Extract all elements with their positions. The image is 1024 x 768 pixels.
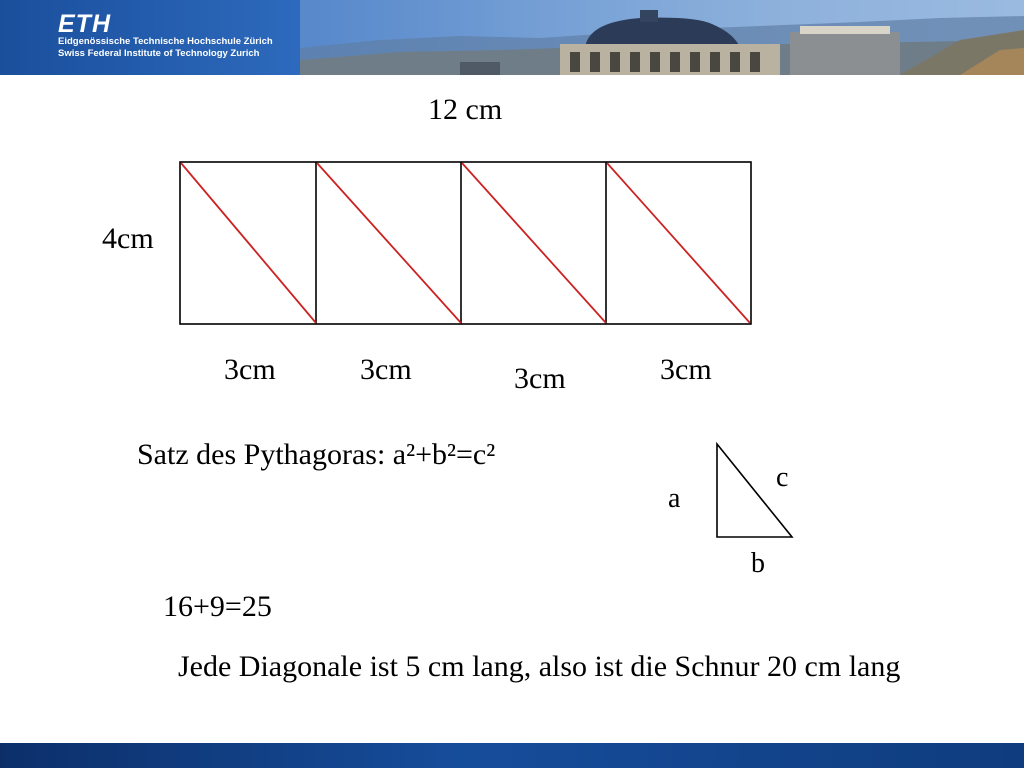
conclusion-text: Jede Diagonale ist 5 cm lang, also ist die Schnur 20 cm lang xyxy=(178,650,901,683)
side-c-label: c xyxy=(776,462,789,493)
logo-line-german: Eidgenössische Technische Hochschule Zürich xyxy=(58,36,273,47)
calculation-text: 16+9=25 xyxy=(163,590,272,623)
side-b-label: b xyxy=(751,548,765,579)
theorem-text: Satz des Pythagoras: a²+b²=c² xyxy=(137,438,496,471)
segment-label-3: 3cm xyxy=(514,362,566,395)
segment-label-1: 3cm xyxy=(224,353,276,386)
footer-bar xyxy=(0,743,1024,768)
height-label: 4cm xyxy=(102,222,154,255)
side-a-label: a xyxy=(668,483,681,514)
segment-label-2: 3cm xyxy=(360,353,412,386)
width-label: 12 cm xyxy=(428,93,503,126)
segment-label-4: 3cm xyxy=(660,353,712,386)
logo-mark: ETH xyxy=(58,10,111,38)
logo-line-english: Swiss Federal Institute of Technology Zurich xyxy=(58,48,260,59)
